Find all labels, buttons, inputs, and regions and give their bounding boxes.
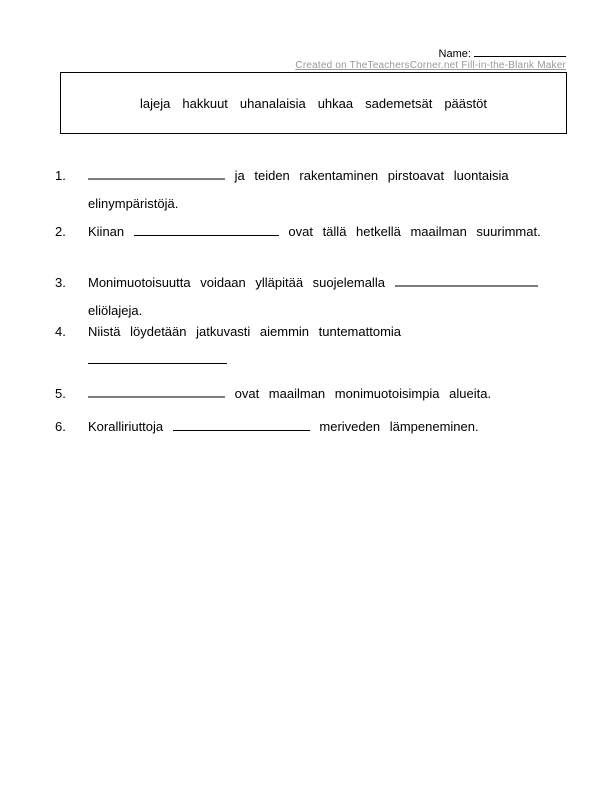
sentence-row <box>88 346 561 374</box>
word-bank-word: lajeja <box>140 95 171 111</box>
word-bank-word: sademetsät <box>365 95 433 111</box>
worksheet-item <box>55 380 561 408</box>
sentence-text: Monimuotoisuutta voidaan ylläpitää suojelemalla <box>88 275 385 290</box>
fill-in-blank-line <box>88 164 225 180</box>
sentence-text: ovat maailman monimuotoisimpia alueita. <box>234 386 492 401</box>
sentence-row <box>88 318 561 346</box>
worksheet-item <box>55 162 561 218</box>
word-bank-word: hakkuut <box>182 95 228 111</box>
worksheet-item <box>55 218 561 246</box>
sentence-text: Koralliriuttoja <box>88 419 164 434</box>
sentence-row <box>88 218 561 246</box>
fill-in-blank-line <box>134 221 279 236</box>
fill-in-blank-line <box>395 271 538 287</box>
item-number: 2. <box>55 224 66 239</box>
sentence-text: Kiinan <box>88 224 125 239</box>
sentence-row <box>88 190 561 218</box>
credit-link[interactable]: Created on TheTeachersCorner.net Fill-in-the-Blank Maker <box>295 60 566 71</box>
sentence-text: eliölajeja. <box>88 303 143 318</box>
fill-in-blank-line <box>88 382 225 398</box>
item-number: 5. <box>55 386 66 401</box>
sentence-row <box>88 162 561 190</box>
worksheet-item <box>55 269 561 325</box>
sentence-text: elinympäristöjä. <box>88 196 179 211</box>
item-number: 1. <box>55 168 66 183</box>
fill-in-blank-line <box>173 416 310 431</box>
sentence-row <box>88 380 561 408</box>
item-number: 4. <box>55 324 66 339</box>
word-bank-word: päästöt <box>444 95 487 111</box>
worksheet-item <box>55 318 561 374</box>
item-number: 6. <box>55 419 66 434</box>
name-row <box>439 45 566 60</box>
sentence-text: ja teiden rakentaminen pirstoavat luontaisia <box>234 168 509 183</box>
word-bank-box <box>60 72 567 134</box>
word-bank-word: uhkaa <box>317 95 354 111</box>
sentence-text: Niistä löydetään jatkuvasti aiemmin tuntemattomia <box>88 324 402 339</box>
sentence-text: meriveden lämpeneminen. <box>319 419 479 434</box>
item-number: 3. <box>55 275 66 290</box>
name-label: Name: <box>438 48 471 60</box>
sentence-row <box>88 413 561 441</box>
sentence-row <box>88 269 561 297</box>
name-write-line <box>474 45 566 57</box>
fill-in-blank-line <box>88 349 227 364</box>
worksheet-item <box>55 413 561 441</box>
sentence-text: ovat tällä hetkellä maailman suurimmat. <box>288 224 541 239</box>
word-bank-word: uhanalaisia <box>239 95 306 111</box>
